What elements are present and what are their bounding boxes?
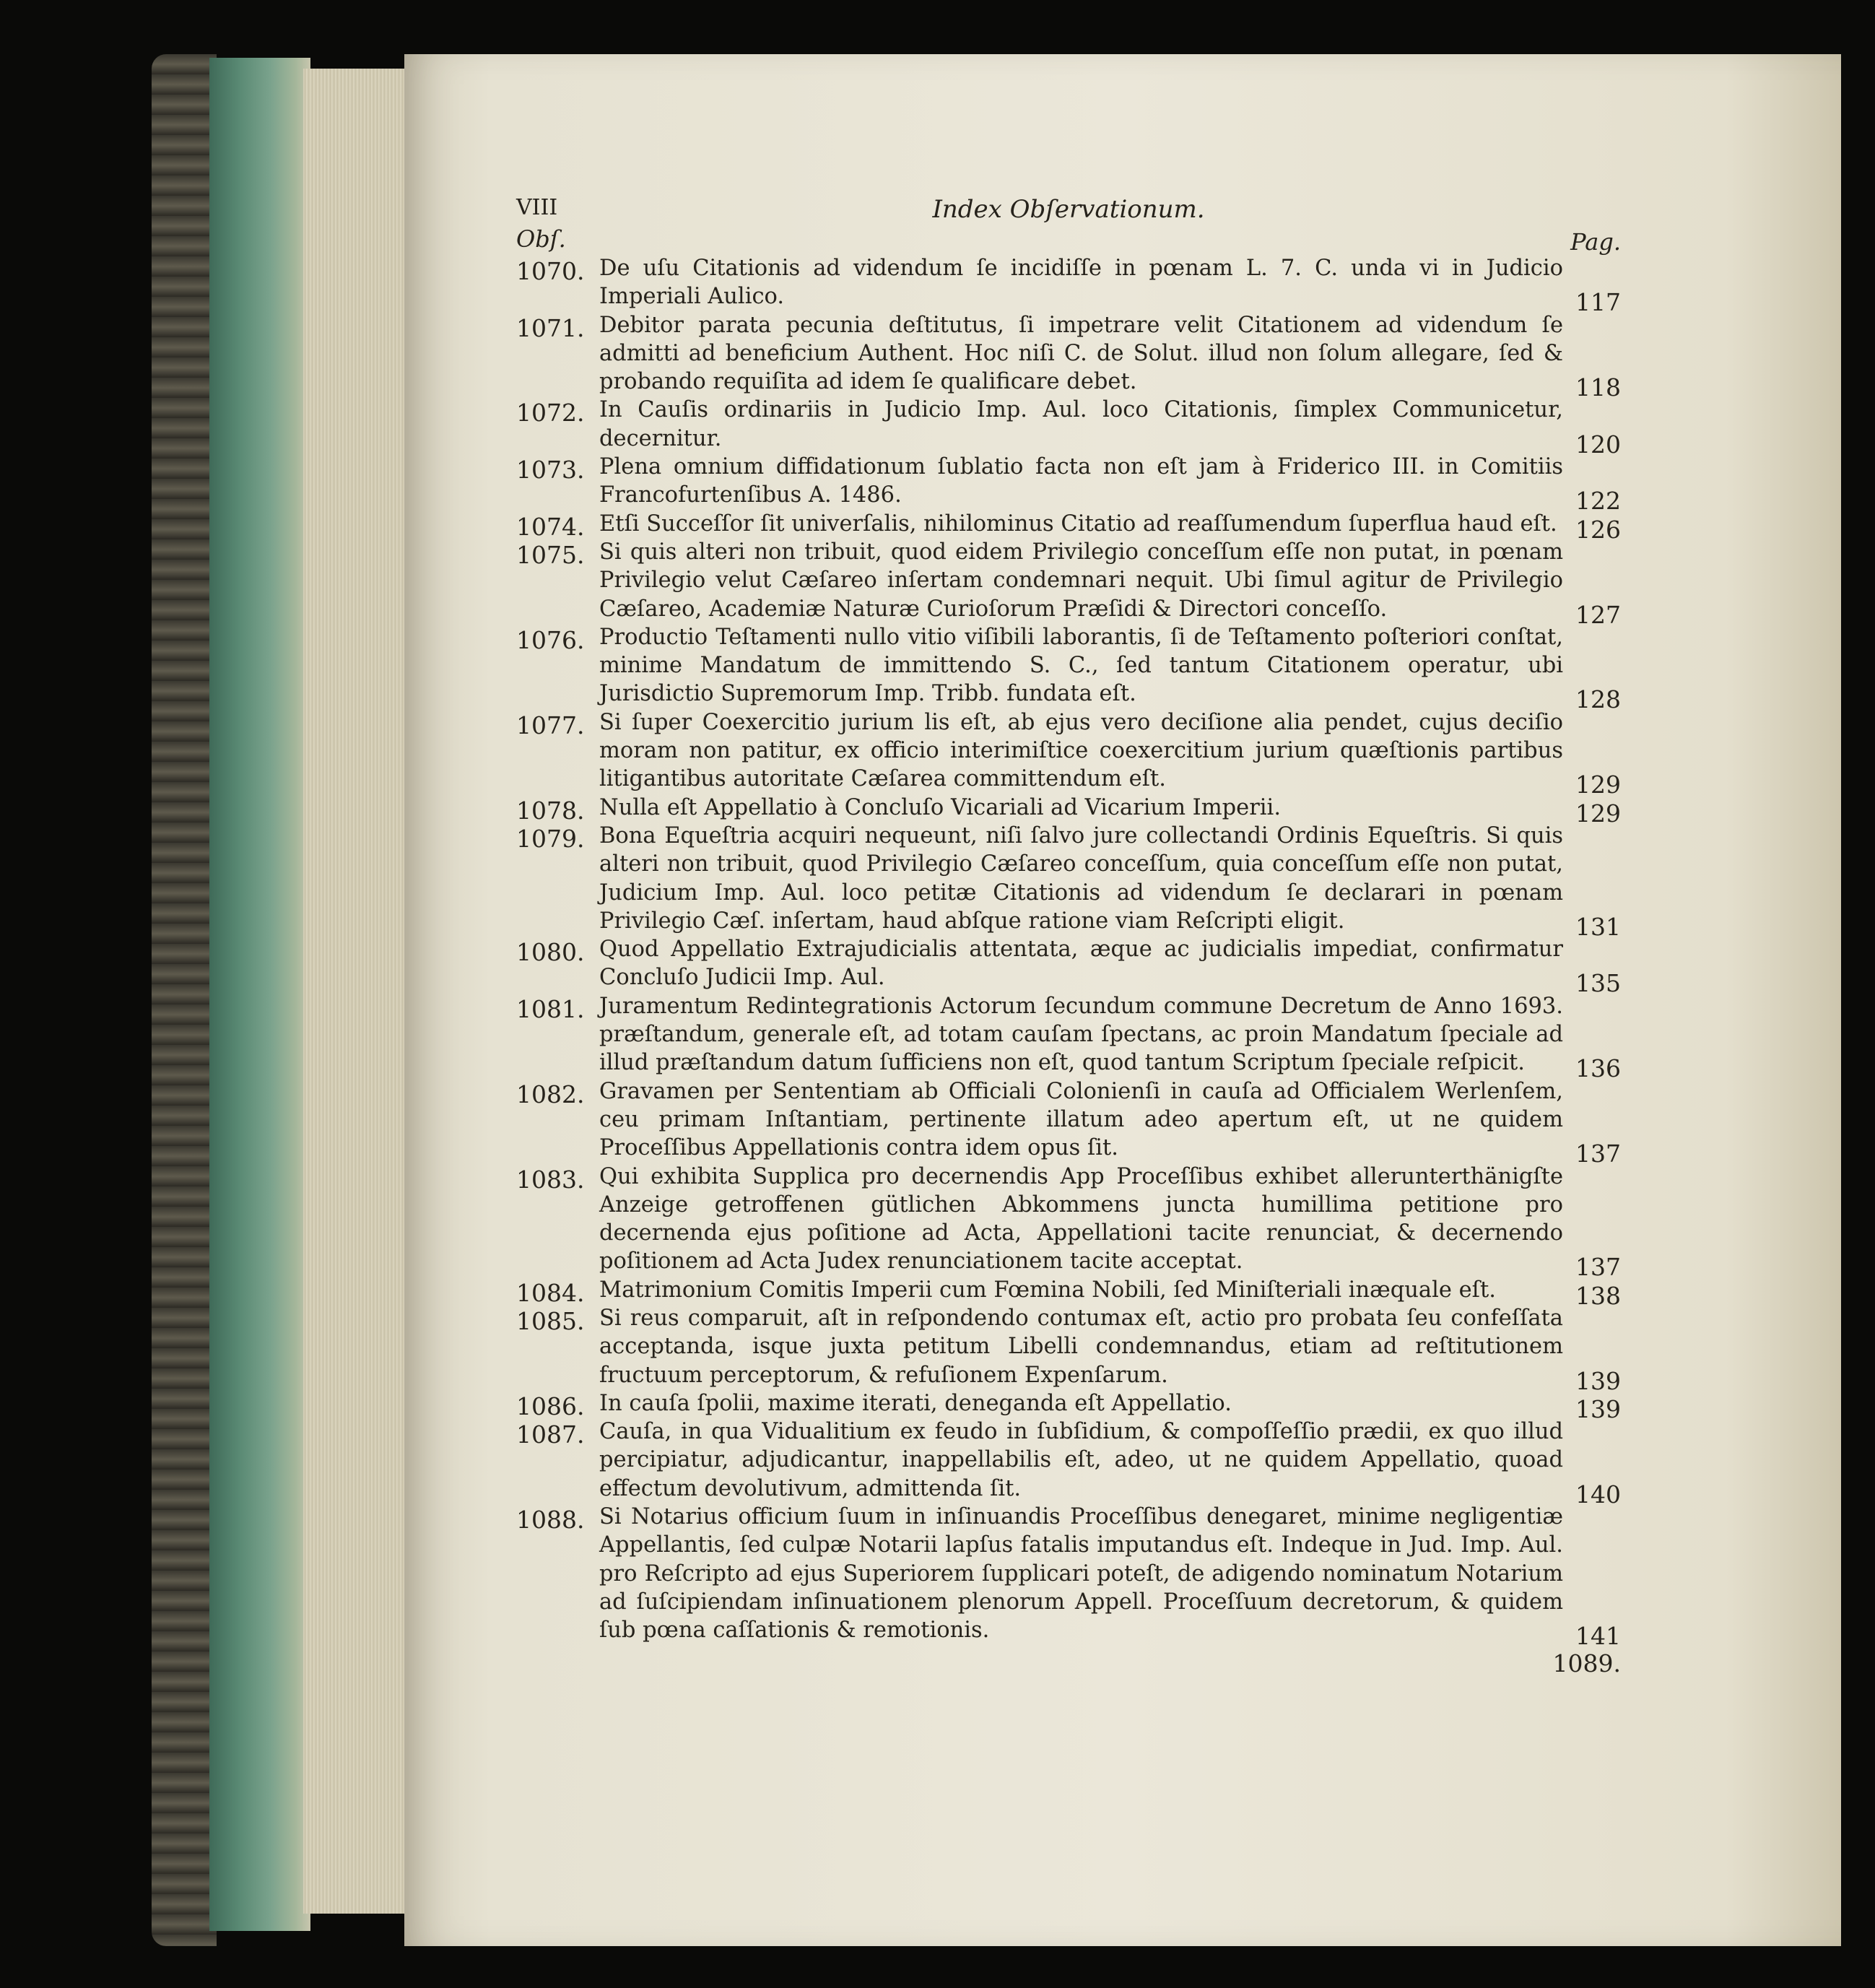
entry-number: 1074. xyxy=(516,512,585,541)
entry-text: Bona Equeſtria acquiri nequeunt, niſi ſalvo jure collectandi Ordinis Equeſtris. Si quis alteri non tribuit, quod Privilegio Cæſareo conceſſum, quia conceſſum eſſe non putat, Judicium Imp. Aul. loco petitæ Citationis ad videndum ſe declarari in pœnam Privilegio Cæſ. inſertam, haud abſque ratione viam Reſcripti eligit. xyxy=(599,822,1563,934)
entry-page: 140 xyxy=(1575,1480,1621,1509)
entry-number: 1075. xyxy=(516,540,585,569)
entry-text: Etſi Succeſſor ſit univerſalis, nihilominus Citatio ad reaſſumendum ſuperflua haud eſt. xyxy=(599,511,1557,537)
entry-number: 1086. xyxy=(516,1392,585,1420)
index-entry xyxy=(516,1389,1621,1423)
book xyxy=(152,54,1841,1946)
entry-page: 126 xyxy=(1575,515,1621,544)
entry-text: Cauſa, in qua Vidualitium ex feudo in ſubſidium, & compoſſeſſio prædii, ex quo illud percipiatur, adjudicantur, inappellabilis eſt, adeo, ut ne quidem Appellatio, quoad effectum devolutivum, admittenda ſit. xyxy=(599,1419,1563,1501)
entry-text: De uſu Citationis ad videndum ſe incidiſſe in pœnam L. 7. C. unda vi in Judicio Imperiali Aulico. xyxy=(599,256,1563,310)
entry-text: Quod Appellatio Extrajudicialis attentata, æque ac judicialis impediat, confirmatur Concluſo Judicii Imp. Aul. xyxy=(599,937,1563,991)
index-entry xyxy=(516,794,1621,828)
folio-number: VIII xyxy=(516,195,558,220)
column-header-obs: Obſ. xyxy=(516,225,566,253)
index-entry xyxy=(516,822,1621,941)
entry-number: 1072. xyxy=(516,399,585,427)
entry-number: 1070. xyxy=(516,257,585,285)
entry-page: 122 xyxy=(1575,487,1621,516)
entry-page: 120 xyxy=(1575,430,1621,459)
index-entry xyxy=(516,1304,1621,1395)
catchword: 1089. xyxy=(1552,1649,1621,1677)
entry-text: Matrimonium Comitis Imperii cum Fœmina Nobili, ſed Miniſteriali inæquale eſt. xyxy=(599,1277,1496,1303)
index-entry xyxy=(516,708,1621,799)
entry-page: 118 xyxy=(1575,373,1621,402)
book-page xyxy=(404,54,1841,1946)
entry-text: Si ſuper Coexercitio jurium lis eſt, ab ejus vero deciſione alia pendet, cujus deciſio moram non patitur, ex officio interimiſtice coexercitium jurium quæſtionis partibus litigantibus autoritate Cæſarea committendum eſt. xyxy=(599,709,1563,792)
entry-number: 1085. xyxy=(516,1306,585,1335)
entry-page: 135 xyxy=(1575,969,1621,998)
entry-number: 1080. xyxy=(516,938,585,967)
entry-text: Productio Teſtamenti nullo vitio viſibili laborantis, ſi de Teſtamento poſteriori conſtat, minime Mandatum de immittendo S. C., ſed tantum Citationem operatur, ubi Jurisdictio Supremorum Imp. Tribb. fundata eſt. xyxy=(599,624,1563,707)
entry-number: 1076. xyxy=(516,625,585,654)
entry-page: 141 xyxy=(1575,1622,1621,1651)
index-entry xyxy=(516,623,1621,714)
index-entry xyxy=(516,1163,1621,1282)
entry-number: 1083. xyxy=(516,1165,585,1194)
entry-text: Juramentum Redintegrationis Actorum ſecundum commune Decretum de Anno 1693. præſtandum, generale eſt, ad totam cauſam ſpectans, ac proin Mandatum ſpeciale ad illud præſtandum datum ſufficiens non eſt, quod tantum Scriptum ſpeciale reſpicit. xyxy=(599,993,1563,1076)
page-text xyxy=(516,195,1621,1677)
index-entry xyxy=(516,510,1621,544)
column-headers xyxy=(516,225,1621,254)
entry-page: 129 xyxy=(1575,771,1621,799)
entry-page: 138 xyxy=(1575,1281,1621,1310)
entry-text: In cauſa ſpolii, maxime iterati, deneganda eſt Appellatio. xyxy=(599,1390,1232,1416)
entry-page: 117 xyxy=(1575,288,1621,317)
index-entries xyxy=(516,254,1621,1651)
index-entry xyxy=(516,1503,1621,1651)
entry-page: 136 xyxy=(1575,1054,1621,1083)
entry-text: Si quis alteri non tribuit, quod eidem Privilegio conceſſum eſſe non putat, in pœnam Privilegio velut Cæſareo inſertam condemnari nequit. Ubi ſimul agitur de Privilegio Cæſareo, Academiæ Naturæ Curioſorum Præſidi & Directori conceſſo. xyxy=(599,539,1563,622)
entry-text: Si reus comparuit, aſt in reſpondendo contumax eſt, actio pro probata ſeu confeſſata acceptanda, isque juxta petitum Libelli condemnandus, etiam ad reſtitutionem fructuum perceptorum, & refuſionem Expenſarum. xyxy=(599,1305,1563,1388)
index-entry xyxy=(516,935,1621,998)
entry-number: 1088. xyxy=(516,1506,585,1535)
entry-number: 1077. xyxy=(516,711,585,739)
index-entry xyxy=(516,396,1621,459)
index-entry xyxy=(516,453,1621,516)
index-entry xyxy=(516,254,1621,317)
column-header-pag: Pag. xyxy=(1570,228,1621,256)
entry-text: Qui exhibita Supplica pro decernendis App Proceſſibus exhibet allerunterthänigſte Anzeige getroffenen gütlichen Abkommens juncta humillima petitione pro decernenda ejus poſitione ad Acta, Appellationi tacite renunciat, & decernendo poſitionem ad Acta Judex renunciationem tacite acceptat. xyxy=(599,1163,1563,1275)
entry-text: In Cauſis ordinariis in Judicio Imp. Aul. loco Citationis, ſimplex Communicetur, decernitur. xyxy=(599,397,1563,451)
entry-page: 137 xyxy=(1575,1253,1621,1282)
entry-text: Gravamen per Sententiam ab Officiali Colonienſi in cauſa ad Officialem Werlenſem, ceu primam Inſtantiam, pertinente illatum adeo apertum eſt, ut ne quidem Proceſſibus Appellationis contra idem opus ſit. xyxy=(599,1078,1563,1161)
index-entry xyxy=(516,1418,1621,1509)
entry-number: 1082. xyxy=(516,1080,585,1108)
running-head xyxy=(516,195,1621,225)
entry-page: 127 xyxy=(1575,600,1621,629)
entry-number: 1078. xyxy=(516,796,585,825)
index-entry xyxy=(516,992,1621,1083)
page-title: Index Obſervationum. xyxy=(932,195,1205,224)
entry-number: 1073. xyxy=(516,456,585,485)
index-entry xyxy=(516,311,1621,402)
page-edges xyxy=(209,58,310,1931)
index-entry xyxy=(516,1276,1621,1310)
entry-text: Nulla eſt Appellatio à Concluſo Vicariali ad Vicarium Imperii. xyxy=(599,794,1282,820)
entry-number: 1071. xyxy=(516,313,585,342)
entry-page: 129 xyxy=(1575,799,1621,828)
entry-page: 139 xyxy=(1575,1394,1621,1423)
entry-page: 128 xyxy=(1575,685,1621,714)
entry-text: Si Notarius officium ſuum in inſinuandis Proceſſibus denegaret, minime negligentiæ Appellantis, ſed culpæ Notarii lapſus fatalis imputandus eſt. Indeque in Jud. Imp. Aul. pro Reſcripto ad ejus Superiorem ſupplicari poteſt, de adigendo nominatum Notarium ad ſuſcipiendam inſinuationem plenorum Appell. Proceſſuum decretorum, & quidem ſub pœna caſſationis & remotionis. xyxy=(599,1504,1563,1644)
entry-page: 139 xyxy=(1575,1366,1621,1395)
entry-number: 1084. xyxy=(516,1278,585,1307)
entry-number: 1087. xyxy=(516,1420,585,1449)
entry-number: 1081. xyxy=(516,994,585,1023)
entry-number: 1079. xyxy=(516,824,585,853)
index-entry xyxy=(516,1077,1621,1168)
entry-text: Plena omnium diffidationum ſublatio facta non eſt jam à Friderico III. in Comitiis Francofurtenſibus A. 1486. xyxy=(599,454,1563,508)
book-spine xyxy=(152,54,217,1946)
index-entry xyxy=(516,538,1621,629)
entry-page: 137 xyxy=(1575,1140,1621,1168)
entry-text: Debitor parata pecunia deſtitutus, ſi impetrare velit Citationem ad videndum ſe admitti ad beneficium Authent. Hoc niſi C. de Solut. illud non ſolum allegare, ſed & probando requiſita ad idem ſe qualificare debet. xyxy=(599,312,1563,395)
entry-page: 131 xyxy=(1575,912,1621,941)
